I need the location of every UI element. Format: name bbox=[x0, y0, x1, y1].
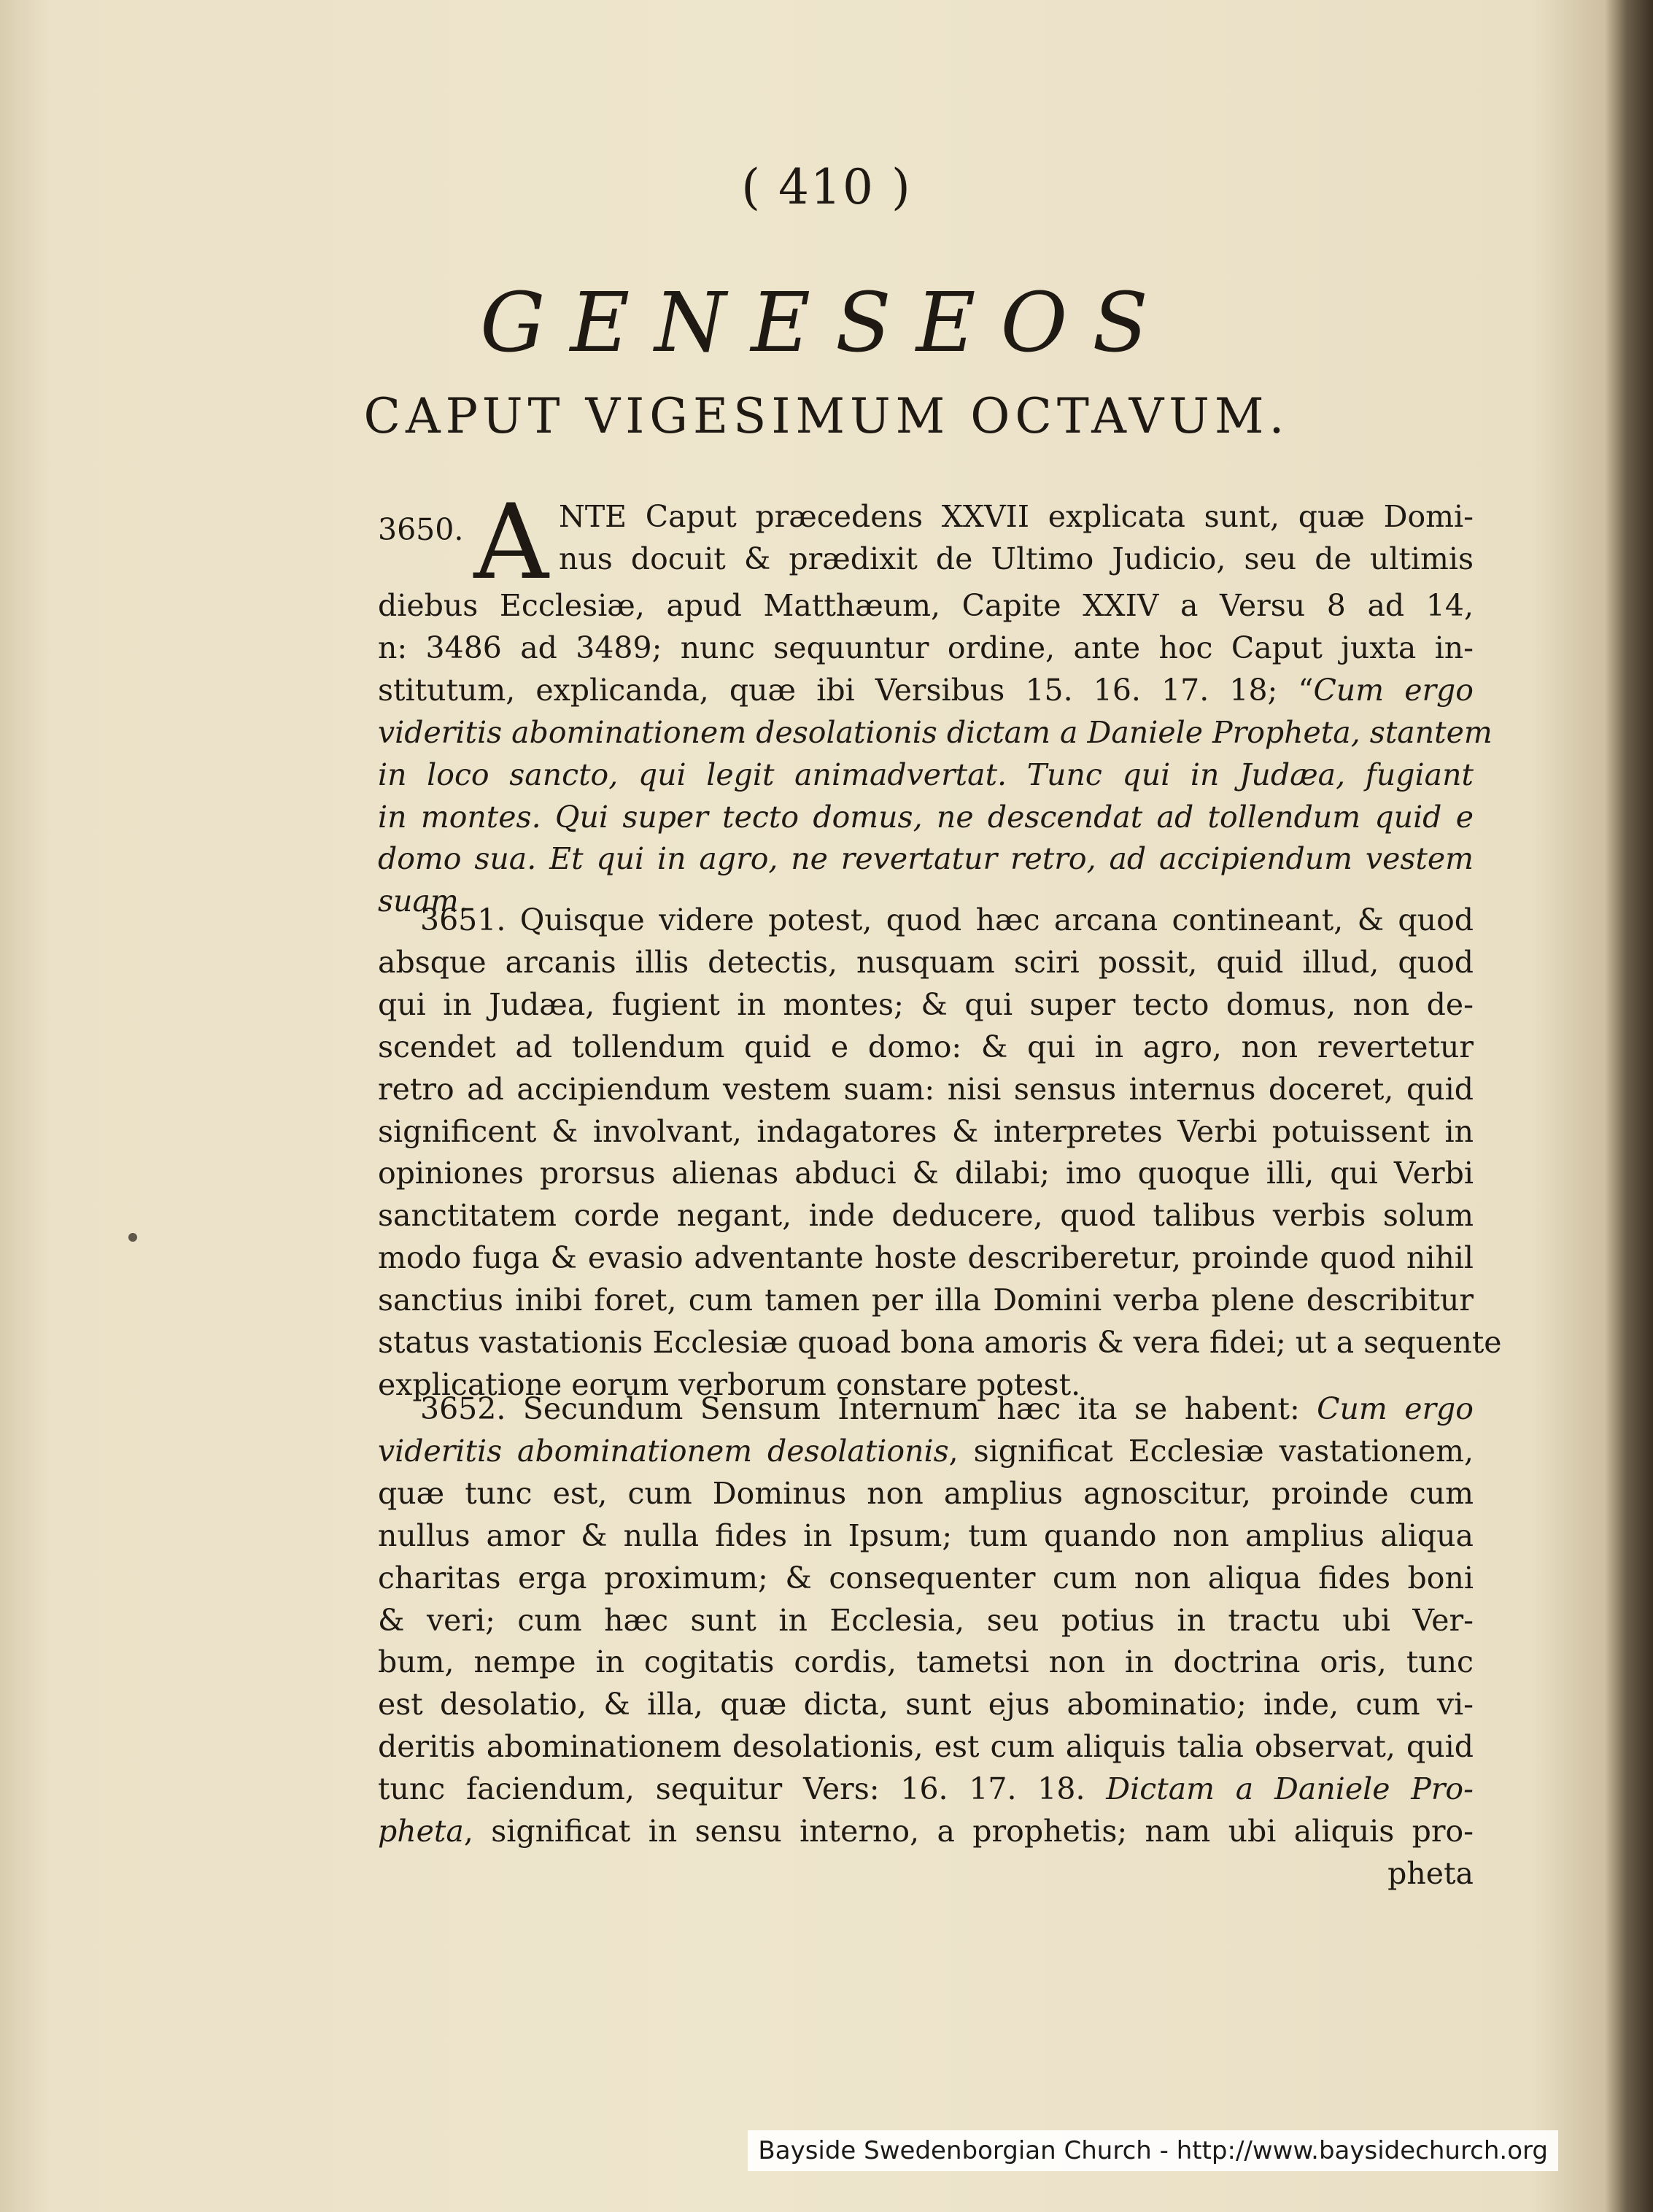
quote-segment: Cum ergo bbox=[1317, 1391, 1474, 1426]
text-line: deritis abominationem desolationis, est cum aliquis talia observat, quid bbox=[378, 1729, 1474, 1765]
quote-segment: pheta bbox=[378, 1814, 464, 1849]
text-line: absque arcanis illis detectis, nusquam sciri possit, quid illud, quod bbox=[378, 944, 1474, 980]
text-line: qui in Judæa, fugient in montes; & qui super tecto domus, non de- bbox=[378, 986, 1474, 1022]
text-line: NTE Caput præcedens XXVII explicata sunt, quæ Domi- bbox=[558, 499, 1474, 534]
quote-segment: videritis abominationem desolationis bbox=[378, 1433, 949, 1469]
text-line: n: 3486 ad 3489; nunc sequuntur ordine, ante hoc Caput juxta in- bbox=[378, 630, 1474, 665]
paragraph-3651 bbox=[378, 900, 1502, 1407]
text-line: retro ad accipiendum vestem suam: nisi sensus internus doceret, quid bbox=[378, 1071, 1474, 1107]
ink-spot bbox=[128, 1233, 137, 1242]
text-line bbox=[378, 670, 1474, 712]
text-line: & veri; cum hæc sunt in Ecclesia, seu potius in tractu ubi Ver- bbox=[378, 1602, 1474, 1638]
text-line: 3651. Quisque videre potest, quod hæc arcana contineant, & quod bbox=[420, 902, 1474, 937]
text-segment: stitutum, explicanda, quæ ibi Versibus 15. 16. 17. 18; “ bbox=[378, 672, 1314, 708]
paragraph-3652 bbox=[378, 1388, 1474, 1895]
text-segment: tunc faciendum, sequitur Vers: 16. 17. 18. bbox=[378, 1771, 1107, 1807]
page-number: ( 410 ) bbox=[741, 159, 912, 215]
text-line: diebus Ecclesiæ, apud Matthæum, Capite XXIV a Versu 8 ad 14, bbox=[378, 588, 1474, 623]
text-line: nullus amor & nulla fides in Ipsum; tum quando non amplius aliqua bbox=[378, 1517, 1474, 1553]
text-line: status vastationis Ecclesiæ quoad bona amoris & vera fidei; ut a sequente bbox=[378, 1325, 1502, 1361]
watermark-link[interactable]: Bayside Swedenborgian Church - http://www.baysidechurch.org bbox=[748, 2130, 1558, 2171]
text-line: sanctitatem corde negant, inde deducere, quod talibus verbis solum bbox=[378, 1198, 1474, 1234]
text-line: sanctius inibi foret, cum tamen per illa Domini verba plene describitur bbox=[378, 1283, 1474, 1318]
text-segment: , significat Ecclesiæ vastationem, bbox=[948, 1433, 1474, 1469]
quote-line: domo sua. Et qui in agro, ne revertatur retro, ad accipiendum vestem bbox=[378, 841, 1474, 877]
quote-line: in montes. Qui super tecto domus, ne descendat ad tollendum quid e bbox=[378, 799, 1474, 835]
paragraph-3650-opening bbox=[378, 482, 1474, 603]
drop-cap: A bbox=[473, 482, 549, 603]
quote-line: videritis abominationem desolationis dictam a Daniele Propheta, stantem bbox=[378, 714, 1493, 750]
text-line: modo fuga & evasio adventante hoste describeretur, proinde quod nihil bbox=[378, 1240, 1474, 1276]
text-line: est desolatio, & illa, quæ dicta, sunt ejus abominatio; inde, cum vi- bbox=[378, 1687, 1474, 1722]
text-line bbox=[378, 1431, 1474, 1473]
text-line: bum, nempe in cogitatis cordis, tametsi non in doctrina oris, tunc bbox=[378, 1644, 1474, 1680]
catchword: pheta bbox=[1387, 1855, 1474, 1891]
quote-line: in loco sancto, qui legit animadvertat. Tunc qui in Judæa, fugiant bbox=[378, 757, 1474, 792]
text-line bbox=[378, 1811, 1474, 1853]
text-line: charitas erga proximum; & consequenter cum non aliqua fides boni bbox=[378, 1560, 1474, 1596]
paragraph-number: 3650. bbox=[378, 512, 464, 547]
quote-segment: Cum ergo bbox=[1313, 672, 1474, 708]
text-line: significent & involvant, indagatores & interpretes Verbi potuissent in bbox=[378, 1113, 1474, 1149]
quote-line: suam. bbox=[378, 883, 468, 919]
text-line bbox=[378, 1768, 1474, 1811]
text-line: opiniones prorsus alienas abduci & dilabi; imo quoque illi, qui Verbi bbox=[378, 1156, 1474, 1191]
text-line: explicatione eorum verborum constare potest. bbox=[378, 1366, 1081, 1402]
book-title: GENESEOS bbox=[479, 276, 1173, 371]
text-line: quæ tunc est, cum Dominus non amplius agnoscitur, proinde cum bbox=[378, 1475, 1474, 1511]
paragraph-3650 bbox=[378, 482, 1493, 923]
text-line bbox=[378, 1388, 1474, 1431]
chapter-title: CAPUT VIGESIMUM OCTAVUM. bbox=[363, 388, 1290, 444]
text-segment: 3652. Secundum Sensum Internum hæc ita se habent: bbox=[420, 1391, 1317, 1426]
text-line: scendet ad tollendum quid e domo: & qui in agro, non revertetur bbox=[378, 1029, 1474, 1064]
text-line: nus docuit & prædixit de Ultimo Judicio, seu de ultimis bbox=[558, 541, 1474, 576]
quote-segment: Dictam a Daniele Pro- bbox=[1106, 1771, 1474, 1807]
text-segment: , significat in sensu interno, a prophetis; nam ubi aliquis pro- bbox=[463, 1814, 1474, 1849]
